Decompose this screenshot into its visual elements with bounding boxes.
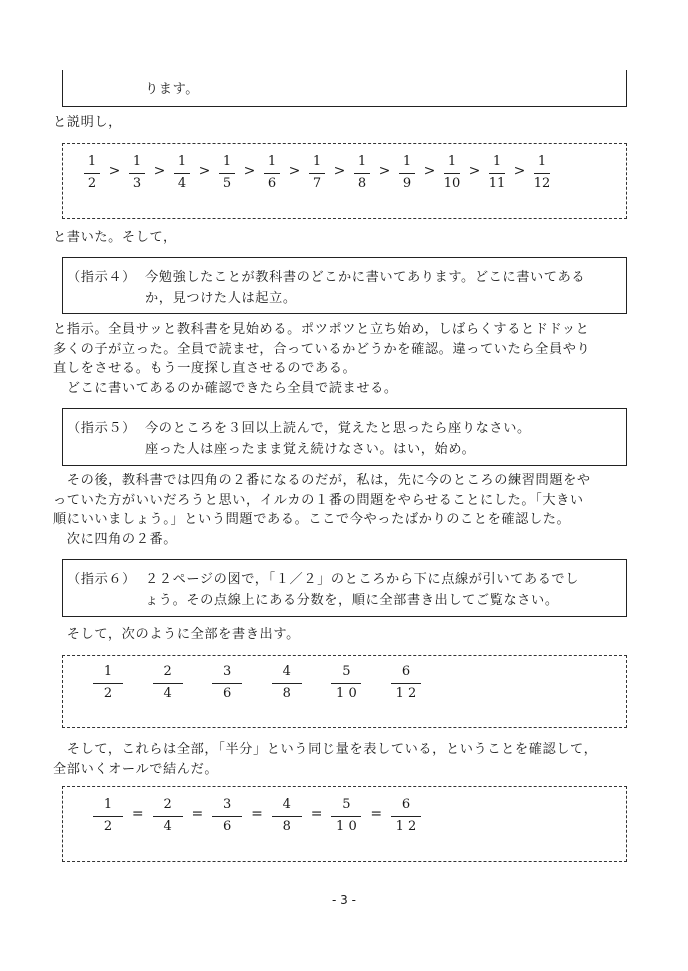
relation-sign: =	[131, 806, 144, 822]
fraction-denominator: 1 2	[395, 686, 417, 701]
fraction-numerator: 1	[402, 154, 412, 169]
fraction-denominator: 3	[132, 176, 142, 191]
paragraph-line: 全部いくオールで結んだ。	[53, 762, 219, 777]
fraction-numerator: 1	[87, 154, 97, 169]
relation-sign: =	[370, 806, 383, 822]
relation-sign: >	[153, 163, 166, 179]
fraction-numerator: 6	[401, 664, 411, 679]
fraction-denominator: 5	[222, 176, 232, 191]
fraction-numerator: 1	[357, 154, 367, 169]
paragraph-line: そして，これらは全部，「半分」という同じ量を表している，ということを確認して，	[53, 742, 598, 757]
fraction-denominator: 8	[357, 176, 367, 191]
instruction-6-line: ２２ページの図で，「１／２」のところから下に点線が引いてあるでし	[145, 572, 579, 587]
fraction	[386, 796, 426, 836]
fraction-bar	[331, 683, 361, 684]
fraction-list-box	[62, 655, 627, 728]
fraction-bar	[212, 816, 242, 817]
fraction-bar	[93, 816, 123, 817]
paragraph-line: どこに書いてあるのか確認できたら全員で読ませる。	[53, 381, 398, 396]
fraction-numerator: 1	[177, 154, 187, 169]
fraction-bar	[534, 173, 550, 174]
fraction-numerator: 1	[267, 154, 277, 169]
instruction-4-box	[62, 257, 627, 314]
relation-sign: >	[288, 163, 301, 179]
fraction-bar	[272, 816, 302, 817]
fraction	[148, 796, 188, 836]
fraction	[207, 796, 247, 836]
fraction-numerator: 1	[492, 154, 502, 169]
fraction-denominator: 6	[223, 686, 232, 701]
fraction	[148, 663, 188, 703]
fraction-denominator: 6	[267, 176, 277, 191]
fraction-numerator: 1	[222, 154, 232, 169]
fraction-bar	[153, 816, 183, 817]
fraction-bar	[153, 683, 183, 684]
fraction-bar	[309, 173, 325, 174]
relation-sign: >	[468, 163, 481, 179]
fraction-bar	[444, 173, 460, 174]
fraction	[326, 796, 366, 836]
fraction-bar	[219, 173, 235, 174]
relation-sign: =	[191, 806, 204, 822]
fraction-denominator: 2	[103, 686, 113, 701]
paragraph-line: っていた方がいいだろうと思い，イルカの１番の問題をやらせることにした。「大きい	[53, 493, 584, 508]
fraction-denominator: 9	[402, 176, 412, 191]
instruction-box-continued	[62, 70, 627, 107]
fraction-denominator: 1 0	[336, 819, 357, 834]
paragraph-explained: と説明し，	[53, 115, 122, 130]
fraction-bar	[489, 173, 505, 174]
fraction-numerator: 1	[537, 154, 547, 169]
page-number: - 3 -	[332, 893, 356, 907]
fraction-numerator: 1	[132, 154, 142, 169]
fraction-bar	[391, 816, 421, 817]
fraction	[88, 796, 128, 836]
fraction-denominator: 12	[533, 176, 551, 191]
fraction-numerator: 4	[282, 797, 291, 812]
fraction-denominator: 6	[223, 819, 232, 834]
instruction-4-line: か，見つけた人は起立。	[145, 291, 297, 306]
fraction-denominator: 2	[103, 819, 113, 834]
fraction-bar	[399, 173, 415, 174]
fraction-bar	[391, 683, 421, 684]
fraction-numerator: 1	[103, 664, 113, 679]
relation-sign: >	[513, 163, 526, 179]
fraction-bar	[84, 173, 100, 174]
fraction-numerator: 1	[447, 154, 457, 169]
paragraph-line: その後，教科書では四角の２番になるのだが，私は，先に今のところの練習問題をや	[53, 473, 591, 488]
instruction-text: ります。	[145, 82, 200, 97]
fraction	[267, 796, 307, 836]
fraction-denominator: 4	[163, 686, 172, 701]
fraction-numerator: 2	[163, 664, 172, 679]
instruction-4-label: （指示４）	[67, 270, 136, 285]
relation-sign: >	[243, 163, 256, 179]
instruction-5-box	[62, 408, 627, 466]
paragraph-line: 多くの子が立った。全員で読ませ，合っているかどうかを確認。違っていたら全員やり	[53, 342, 591, 357]
fraction-numerator: 1	[312, 154, 322, 169]
paragraph-line: と指示。全員サッと教科書を見始める。ポツポツと立ち始め，しばらくするとドドッと	[53, 322, 590, 337]
fraction	[267, 663, 307, 703]
instruction-6-box	[62, 559, 627, 617]
relation-sign: >	[423, 163, 436, 179]
fraction-denominator: 4	[177, 176, 187, 191]
fraction-denominator: 7	[312, 176, 322, 191]
relation-sign: >	[378, 163, 391, 179]
fraction	[386, 663, 426, 703]
instruction-4-line: 今勉強したことが教科書のどこかに書いてあります。どこに書いてある	[145, 270, 586, 285]
fraction-bar	[354, 173, 370, 174]
paragraph-write-out: そして，次のように全部を書き出す。	[53, 627, 300, 642]
paragraph-line: 直しをさせる。もう一度探し直させるのである。	[53, 361, 357, 376]
fraction-equality-box	[62, 786, 627, 862]
fraction-bar	[264, 173, 280, 174]
fraction-denominator: 1 2	[395, 819, 417, 834]
fraction-numerator: 1	[103, 797, 113, 812]
fraction	[522, 153, 562, 193]
fraction-numerator: 4	[282, 664, 291, 679]
fraction	[88, 663, 128, 703]
instruction-5-label: （指示５）	[67, 421, 136, 436]
fraction-numerator: 2	[163, 797, 172, 812]
fraction-denominator: 11	[488, 176, 506, 191]
fraction-bar	[272, 683, 302, 684]
fraction-denominator: 2	[87, 176, 97, 191]
fraction-denominator: 8	[282, 686, 291, 701]
instruction-5-line: 座った人は座ったまま覚え続けなさい。はい，始め。	[145, 442, 476, 457]
relation-sign: >	[108, 163, 121, 179]
relation-sign: >	[198, 163, 211, 179]
fraction-bar	[174, 173, 190, 174]
fraction-denominator: 4	[163, 819, 172, 834]
paragraph-line: 次に四角の２番。	[53, 532, 178, 547]
fraction-bar	[212, 683, 242, 684]
fraction-bar	[129, 173, 145, 174]
fraction-numerator: 3	[223, 664, 232, 679]
relation-sign: =	[310, 806, 323, 822]
fraction-denominator: 10	[443, 176, 461, 191]
fraction-numerator: 5	[342, 664, 351, 679]
fraction-bar	[93, 683, 123, 684]
instruction-6-line: ょう。その点線上にある分数を，順に全部書き出してご覧なさい。	[145, 593, 559, 608]
instruction-6-label: （指示６）	[67, 572, 136, 587]
instruction-5-line: 今のところを３回以上読んで，覚えたと思ったら座りなさい。	[145, 421, 531, 436]
fraction-bar	[331, 816, 361, 817]
fraction-numerator: 5	[342, 797, 351, 812]
fraction-numerator: 3	[223, 797, 232, 812]
fraction	[326, 663, 366, 703]
paragraph-wrote: と書いた。そして，	[53, 230, 177, 245]
fraction-denominator: 8	[282, 819, 291, 834]
relation-sign: >	[333, 163, 346, 179]
fraction-numerator: 6	[401, 797, 411, 812]
relation-sign: =	[251, 806, 263, 822]
fraction	[207, 663, 247, 703]
paragraph-line: 順にいいましょう。」という問題である。ここで今やったばかりのことを確認した。	[53, 512, 571, 527]
fraction-chain-box	[62, 143, 627, 219]
fraction-denominator: 1 0	[336, 686, 357, 701]
